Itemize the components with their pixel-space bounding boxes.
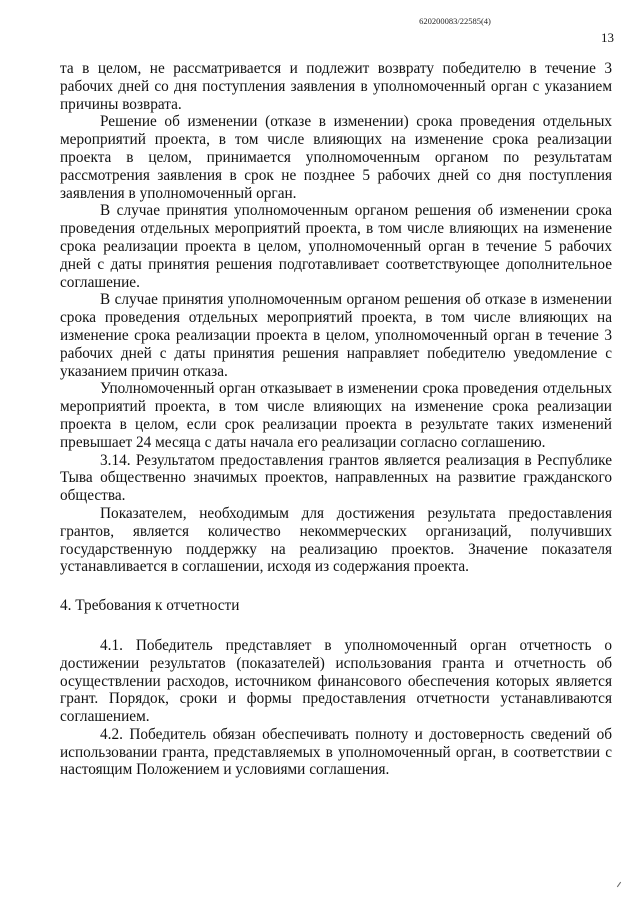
- paragraph: Решение об изменении (отказе в изменении) срока проведения отдельных мероприятий проекта, в том числе влияющих на изменение срока реализации проекта в целом, принимается уполномоченным органом по результатам рассмотрения заявления в срок не позднее 5 рабочих дней со дня поступления заявления в уполномоченный орган.: [60, 113, 612, 202]
- paragraph: 3.14. Результатом предоставления грантов является реализация в Республике Тыва общественно значимых проектов, направленных на развитие гражданского общества.: [60, 451, 612, 505]
- paragraph: Показателем, необходимым для достижения результата предоставления грантов, является количество некоммерческих организаций, получивших государственную поддержку на реализацию проектов. Значение показателя устанавливается в соглашении, исходя из содержания проекта.: [60, 504, 612, 576]
- paragraph: 4.1. Победитель представляет в уполномоченный орган отчетность о достижении результатов (показателей) использования гранта и отчетность об осуществлении расходов, источником финансового обеспечения которых является грант. Порядок, сроки и формы предоставления отчетности устанавливаются соглашением.: [60, 636, 612, 726]
- paragraph: Уполномоченный орган отказывает в изменении срока проведения отдельных мероприятий проекта, в том числе влияющих на изменение срока реализации проекта в целом, если срок реализации проекта в результате таких изменений превышает 24 месяца с даты начала его реализации согласно соглашению.: [60, 380, 612, 451]
- paragraph: та в целом, не рассматривается и подлежит возврату победителю в течение 3 рабочих дней со дня поступления заявления в уполномоченный орган с указанием причины возврата.: [60, 60, 612, 113]
- paragraph: В случае принятия уполномоченным органом решения об изменении срока проведения отдельных мероприятий проекта, в том числе влияющих на изменение срока реализации проекта в целом, уполномоченный орган в течение 5 рабочих дней с даты принятия решения подготавливает соответствующее дополнительное соглашение.: [60, 202, 612, 291]
- scan-mark: [617, 882, 621, 887]
- page-number: 13: [601, 30, 614, 45]
- section-heading: 4. Требования к отчетности: [60, 597, 240, 615]
- document-body: [60, 60, 612, 779]
- paragraph: В случае принятия уполномоченным органом решения об отказе в изменении срока проведения отдельных мероприятий проекта, в том числе влияющих на изменение срока реализации проекта в целом, уполномоченный орган в течение 3 рабочих дней с даты принятия решения направляет победителю уведомление с указанием причин отказа.: [60, 291, 612, 380]
- paragraph: 4.2. Победитель обязан обеспечивать полноту и достоверность сведений об использовании гранта, представляемых в уполномоченный орган, в соответствии с настоящим Положением и условиями соглашения.: [60, 725, 612, 779]
- document-id: 620200083/22585(4): [419, 16, 491, 26]
